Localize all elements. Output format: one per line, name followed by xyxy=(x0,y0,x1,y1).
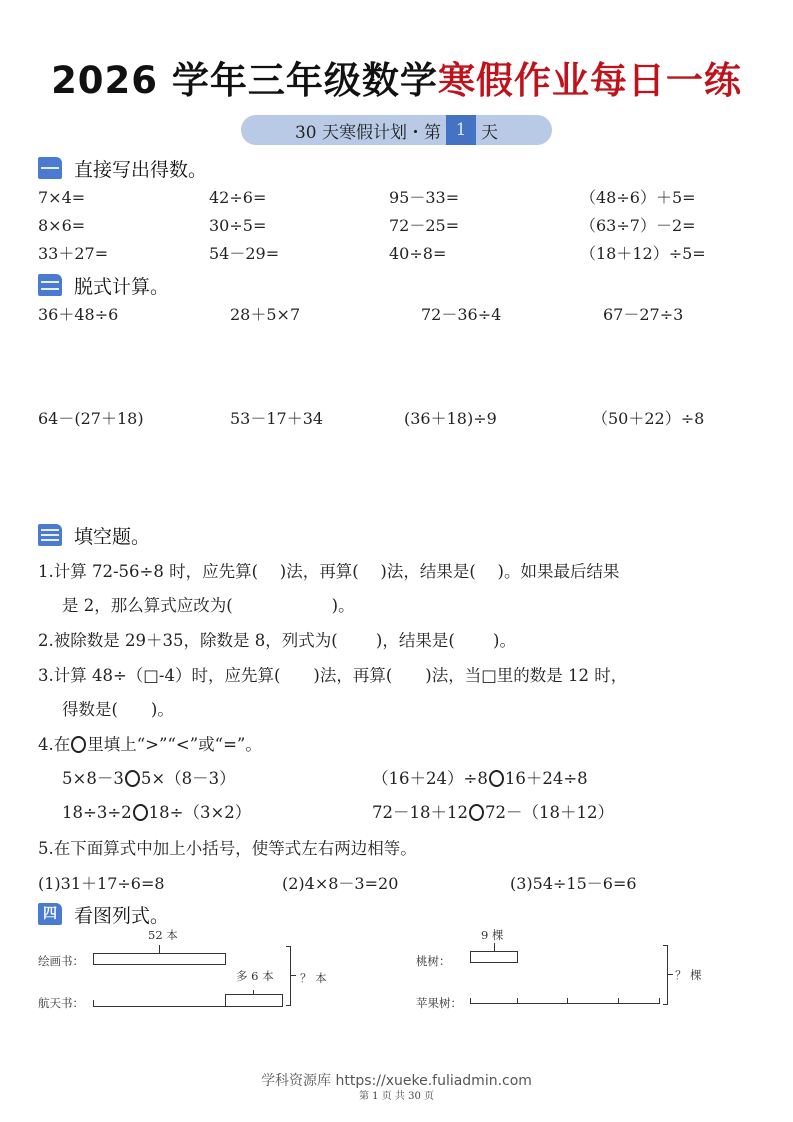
compare-right: 72－（18＋12） xyxy=(485,803,614,822)
s2-problem: 64－(27＋18) xyxy=(38,409,144,428)
title-black-part: 2026 学年三年级数学 xyxy=(51,59,438,102)
plan-day-number: 1 xyxy=(446,115,476,145)
s1-problem: （48÷6）＋5= xyxy=(580,188,696,207)
circle-icon xyxy=(71,736,86,753)
s2-problem: 53－17＋34 xyxy=(230,409,324,428)
section-4-title: 看图列式。 xyxy=(74,904,170,927)
section-1-title: 直接写出得数。 xyxy=(74,158,208,181)
q1-line-1: 1.计算 72-56÷8 时，应先算( )法，再算( )法，结果是( )。如果最后结果 xyxy=(38,562,620,581)
compare-right: 18÷（3×2） xyxy=(148,803,252,822)
q4-suffix: 里填上“>”“<”或“=”。 xyxy=(87,735,262,754)
compare-right: 5×（8－3） xyxy=(140,769,236,788)
label-total-books: ？ 本 xyxy=(300,971,327,985)
s1-problem: 54－29= xyxy=(209,244,280,263)
section-3-heading xyxy=(38,522,150,548)
s2-problem: （50＋22）÷8 xyxy=(592,409,705,428)
section-3-title: 填空题。 xyxy=(74,525,151,548)
q4-item-4 xyxy=(372,802,614,824)
s1-problem: （18＋12）÷5= xyxy=(580,244,706,263)
section-4-icon: 四 xyxy=(38,903,62,925)
q4-item-3 xyxy=(62,802,251,824)
title-red-part: 寒假作业每日一练 xyxy=(437,59,742,102)
section-2-heading xyxy=(38,272,169,298)
label-space-books: 航天书： xyxy=(38,996,84,1010)
compare-left: 5×8－3 xyxy=(62,769,124,788)
q5-text: 5.在下面算式中加上小括号，使等式左右两边相等。 xyxy=(38,839,417,858)
label-6-more: 多 6 本 xyxy=(236,969,274,983)
q1-line-2: 是 2，那么算式应改为( )。 xyxy=(62,596,355,615)
page-title xyxy=(0,58,793,104)
footer-page-number: 第 1 页 共 30 页 xyxy=(359,1091,434,1102)
s1-problem: 30÷5= xyxy=(209,216,267,235)
s1-problem: （63÷7）－2= xyxy=(580,216,696,235)
plan-suffix: 天 xyxy=(481,122,499,143)
compare-left: 72－18＋12 xyxy=(372,803,468,822)
compare-left: 18÷3÷2 xyxy=(62,803,132,822)
q4-text xyxy=(38,734,262,756)
s2-problem: 36＋48÷6 xyxy=(38,305,119,324)
section-2-icon xyxy=(38,274,62,296)
s1-problem: 42÷6= xyxy=(209,188,267,207)
section-1-heading xyxy=(38,155,207,181)
s1-problem: 95－33= xyxy=(389,188,460,207)
section-4-heading xyxy=(38,901,169,927)
compare-circle-icon[interactable] xyxy=(469,804,484,821)
plan-badge xyxy=(241,115,552,145)
q4-item-2 xyxy=(372,768,588,790)
q5-item: (2)4×8－3=20 xyxy=(282,874,399,893)
compare-right: 16＋24÷8 xyxy=(504,769,588,788)
s2-problem: (36＋18)÷9 xyxy=(404,409,497,428)
section-2-title: 脱式计算。 xyxy=(74,275,170,298)
footer-source: 学科资源库 https://xueke.fuliadmin.com xyxy=(261,1073,532,1089)
s1-problem: 33＋27= xyxy=(38,244,109,263)
compare-circle-icon[interactable] xyxy=(489,770,504,787)
section-1-icon xyxy=(38,157,62,179)
s1-problem: 72－25= xyxy=(389,216,460,235)
section-3-icon xyxy=(38,524,62,546)
label-peach-trees: 桃树： xyxy=(416,954,451,968)
plan-prefix: 30 天寒假计划・第 xyxy=(294,122,442,143)
s1-problem: 8×6= xyxy=(38,216,86,235)
s2-problem: 67－27÷3 xyxy=(603,305,684,324)
q4-item-1 xyxy=(62,768,236,790)
q2-text: 2.被除数是 29＋35，除数是 8，列式为( )，结果是( )。 xyxy=(38,631,516,650)
label-52-books: 52 本 xyxy=(148,928,178,942)
q3-line-1: 3.计算 48÷（□-4）时，应先算( )法，再算( )法，当□里的数是 12 时， xyxy=(38,666,628,685)
label-drawing-books: 绘画书： xyxy=(38,954,84,968)
s2-problem: 28＋5×7 xyxy=(230,305,301,324)
label-9-trees: 9 棵 xyxy=(481,928,504,942)
s1-problem: 7×4= xyxy=(38,188,86,207)
q3-line-2: 得数是( )。 xyxy=(62,700,174,719)
compare-left: （16＋24）÷8 xyxy=(372,769,488,788)
label-total-trees: ？ 棵 xyxy=(675,968,702,982)
s1-problem: 40÷8= xyxy=(389,244,447,263)
q5-item: (1)31＋17÷6=8 xyxy=(38,874,165,893)
compare-circle-icon[interactable] xyxy=(133,804,148,821)
label-apple-trees: 苹果树： xyxy=(416,996,462,1010)
compare-circle-icon[interactable] xyxy=(125,770,140,787)
s2-problem: 72－36÷4 xyxy=(421,305,502,324)
q5-item: (3)54÷15－6=6 xyxy=(510,874,637,893)
q4-prefix: 4.在 xyxy=(38,735,71,754)
